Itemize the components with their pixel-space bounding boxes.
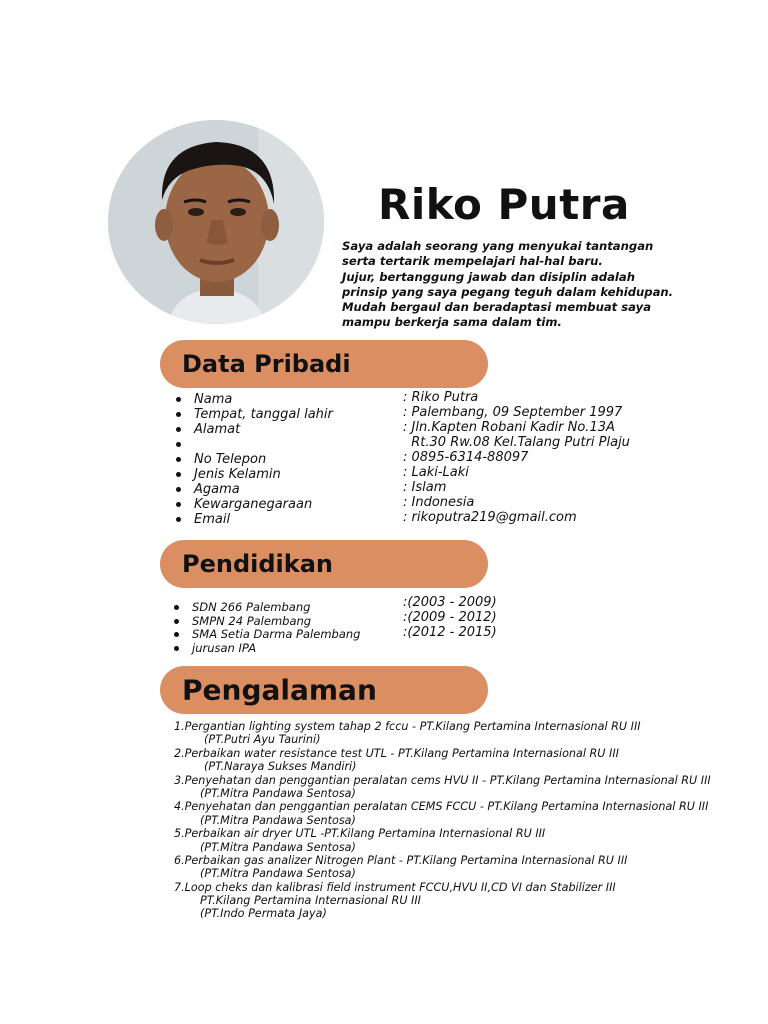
value-telepon: : 0895-6314-88097 <box>403 450 529 465</box>
label-alamat: Alamat <box>174 422 333 437</box>
intro-line: prinsip yang saya pegang teguh dalam kehidupan. <box>342 284 674 299</box>
person-portrait-icon <box>108 120 324 324</box>
label-telepon: No Telepon <box>174 452 333 467</box>
intro-line: mampu berkerja sama dalam tim. <box>342 315 562 330</box>
section-title: Pengalaman <box>182 673 377 707</box>
section-title: Data Pribadi <box>182 350 351 378</box>
education-year: :(2009 - 2012) <box>403 610 497 625</box>
intro-line: serta tertarik mempelajari hal-hal baru. <box>342 254 603 269</box>
value-alamat: : Jln.Kapten Robani Kadir No.13A <box>403 420 615 435</box>
intro-line: Mudah bergaul dan beradaptasi membuat saya <box>342 300 652 315</box>
person-name: Riko Putra <box>378 180 630 229</box>
experience-item: 5.Perbaikan air dryer UTL -PT.Kilang Pertamina Internasional RU III <box>174 827 546 841</box>
experience-company: (PT.Indo Permata Jaya) <box>200 907 327 921</box>
experience-item: 6.Perbaikan gas analizer Nitrogen Plant - PT.Kilang Pertamina Internasional RU III <box>174 853 628 867</box>
label-kewarganegaraan: Kewarganegaraan <box>174 497 333 512</box>
experience-company: (PT.Mitra Pandawa Sentosa) <box>200 813 356 827</box>
experience-item: 3.Penyehatan dan penggantian peralatan cems HVU II - PT.Kilang Pertamina Internasional RU III <box>174 773 711 787</box>
value-ttl: : Palembang, 09 September 1997 <box>403 405 623 420</box>
experience-company: PT.Kilang Pertamina Internasional RU III <box>200 894 421 908</box>
intro-line: Saya adalah seorang yang menyukai tantangan <box>342 239 654 253</box>
label-jenis-kelamin: Jenis Kelamin <box>174 467 333 482</box>
label-ttl: Tempat, tanggal lahir <box>174 407 333 422</box>
experience-item: 4.Penyehatan dan penggantian peralatan CEMS FCCU - PT.Kilang Pertamina Internasional RU III <box>174 800 709 814</box>
value-agama: : Islam <box>403 480 447 495</box>
section-header-pengalaman <box>160 666 488 714</box>
section-header-data-pribadi <box>160 340 488 388</box>
intro-paragraph <box>342 239 742 331</box>
education-item: jurusan IPA <box>172 642 360 656</box>
experience-company: (PT.Mitra Pandawa Sentosa) <box>200 867 356 881</box>
label-empty <box>174 437 333 452</box>
profile-photo <box>108 120 324 324</box>
value-jenis-kelamin: : Laki-Laki <box>403 465 469 480</box>
label-nama: Nama <box>174 392 333 407</box>
section-title: Pendidikan <box>182 550 334 578</box>
experience-company: (PT.Naraya Sukses Mandiri) <box>204 760 357 774</box>
label-email: Email <box>174 512 333 527</box>
experience-item: 2.Perbaikan water resistance test UTL - PT.Kilang Pertamina Internasional RU III <box>174 746 619 760</box>
education-item: SMPN 24 Palembang <box>172 615 360 629</box>
personal-data-labels <box>174 392 333 527</box>
value-alamat-2: Rt.30 Rw.08 Kel.Talang Putri Plaju <box>403 435 630 450</box>
section-header-pendidikan <box>160 540 488 588</box>
label-agama: Agama <box>174 482 333 497</box>
value-email: : rikoputra219@gmail.com <box>403 510 577 525</box>
experience-item: 1.Pergantian lighting system tahap 2 fccu - PT.Kilang Pertamina Internasional RU III <box>174 720 641 733</box>
experience-list <box>174 720 711 921</box>
education-item: SDN 266 Palembang <box>172 601 360 615</box>
education-item: SMA Setia Darma Palembang <box>172 628 360 642</box>
experience-company: (PT.Putri Ayu Taurini) <box>204 733 321 747</box>
value-nama: : Riko Putra <box>403 390 479 405</box>
education-years <box>403 595 497 640</box>
education-year: :(2012 - 2015) <box>403 625 497 640</box>
intro-line: Jujur, bertanggung jawab dan disiplin adalah <box>342 269 635 284</box>
education-year: :(2003 - 2009) <box>403 595 497 610</box>
education-list <box>172 601 360 655</box>
personal-data-values <box>403 390 630 525</box>
experience-company: (PT.Mitra Pandawa Sentosa) <box>200 786 356 800</box>
experience-company: (PT.Mitra Pandawa Sentosa) <box>200 840 356 854</box>
value-kewarganegaraan: : Indonesia <box>403 495 475 510</box>
experience-item: 7.Loop cheks dan kalibrasi field instrument FCCU,HVU II,CD VI dan Stabilizer III <box>174 880 616 894</box>
